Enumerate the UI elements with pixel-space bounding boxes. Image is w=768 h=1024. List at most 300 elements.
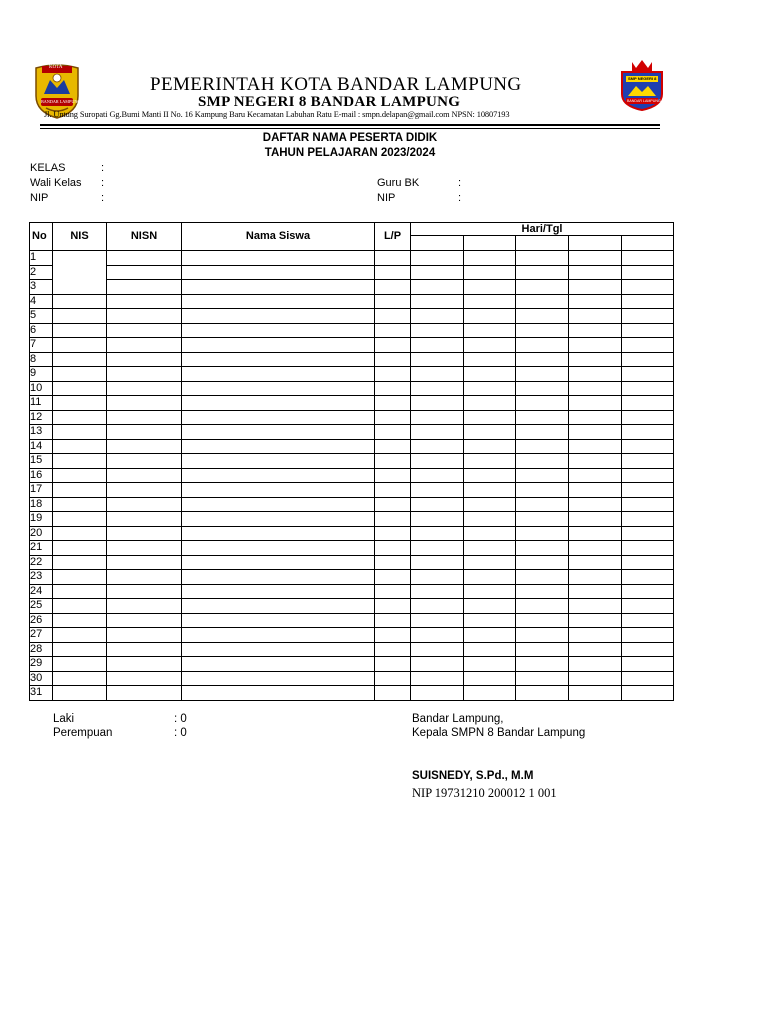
city-logo-bottom-text: BANDAR LAMPUNG <box>41 99 81 104</box>
day-cell[interactable] <box>622 512 674 527</box>
lp-cell[interactable] <box>375 425 411 440</box>
day-cell[interactable] <box>622 439 674 454</box>
nama-cell[interactable] <box>182 410 375 425</box>
day-cell[interactable] <box>569 265 622 280</box>
nis-cell[interactable] <box>53 671 107 686</box>
nisn-cell[interactable] <box>107 323 182 338</box>
day-cell[interactable] <box>622 309 674 324</box>
day-cell[interactable] <box>622 570 674 585</box>
day-cell[interactable] <box>464 686 516 701</box>
nis-cell[interactable] <box>53 497 107 512</box>
lp-cell[interactable] <box>375 468 411 483</box>
day-cell[interactable] <box>516 454 569 469</box>
nisn-cell[interactable] <box>107 265 182 280</box>
nis-cell[interactable] <box>53 584 107 599</box>
lp-cell[interactable] <box>375 628 411 643</box>
day-cell[interactable] <box>516 512 569 527</box>
day-cell[interactable] <box>569 323 622 338</box>
nis-cell[interactable] <box>53 454 107 469</box>
day-cell[interactable] <box>516 541 569 556</box>
day-cell[interactable] <box>622 497 674 512</box>
nisn-cell[interactable] <box>107 309 182 324</box>
nama-cell[interactable] <box>182 396 375 411</box>
day-cell[interactable] <box>569 541 622 556</box>
day-cell[interactable] <box>622 367 674 382</box>
day-cell[interactable] <box>622 628 674 643</box>
day-cell[interactable] <box>464 265 516 280</box>
day-cell[interactable] <box>516 251 569 266</box>
lp-cell[interactable] <box>375 584 411 599</box>
row-number: 29 <box>30 657 53 672</box>
day-cell[interactable] <box>411 338 464 353</box>
header-hari-tgl: Hari/Tgl <box>411 223 674 236</box>
nis-cell[interactable] <box>53 338 107 353</box>
day-cell[interactable] <box>464 410 516 425</box>
day-cell[interactable] <box>411 468 464 483</box>
day-cell[interactable] <box>622 265 674 280</box>
nama-cell[interactable] <box>182 309 375 324</box>
lp-cell[interactable] <box>375 280 411 295</box>
day-cell[interactable] <box>411 555 464 570</box>
day-cell[interactable] <box>516 599 569 614</box>
nisn-cell[interactable] <box>107 294 182 309</box>
nisn-cell[interactable] <box>107 671 182 686</box>
day-cell[interactable] <box>516 555 569 570</box>
nisn-cell[interactable] <box>107 425 182 440</box>
nisn-cell[interactable] <box>107 584 182 599</box>
day-cell[interactable] <box>464 657 516 672</box>
date-cell[interactable] <box>569 236 622 251</box>
row-number: 15 <box>30 454 53 469</box>
day-cell[interactable] <box>569 497 622 512</box>
nis-cell[interactable] <box>53 599 107 614</box>
nisn-cell[interactable] <box>107 555 182 570</box>
nama-cell[interactable] <box>182 570 375 585</box>
day-cell[interactable] <box>464 642 516 657</box>
nis-cell[interactable] <box>53 512 107 527</box>
day-cell[interactable] <box>516 671 569 686</box>
day-cell[interactable] <box>464 280 516 295</box>
wali-kelas-label: Wali Kelas <box>30 177 82 189</box>
day-cell[interactable] <box>622 642 674 657</box>
day-cell[interactable] <box>516 265 569 280</box>
nama-cell[interactable] <box>182 454 375 469</box>
lp-cell[interactable] <box>375 657 411 672</box>
nis-cell[interactable] <box>53 570 107 585</box>
nis-cell[interactable] <box>53 352 107 367</box>
lp-cell[interactable] <box>375 367 411 382</box>
lp-cell[interactable] <box>375 541 411 556</box>
nis-cell[interactable] <box>53 425 107 440</box>
nama-cell[interactable] <box>182 671 375 686</box>
nisn-cell[interactable] <box>107 642 182 657</box>
nisn-cell[interactable] <box>107 613 182 628</box>
day-cell[interactable] <box>622 657 674 672</box>
day-cell[interactable] <box>411 396 464 411</box>
day-cell[interactable] <box>464 425 516 440</box>
lp-cell[interactable] <box>375 265 411 280</box>
day-cell[interactable] <box>411 323 464 338</box>
day-cell[interactable] <box>622 280 674 295</box>
day-cell[interactable] <box>622 686 674 701</box>
day-cell[interactable] <box>622 599 674 614</box>
nama-cell[interactable] <box>182 541 375 556</box>
day-cell[interactable] <box>516 686 569 701</box>
lp-cell[interactable] <box>375 671 411 686</box>
day-cell[interactable] <box>622 396 674 411</box>
nisn-cell[interactable] <box>107 352 182 367</box>
day-cell[interactable] <box>411 599 464 614</box>
day-cell[interactable] <box>464 367 516 382</box>
nisn-cell[interactable] <box>107 367 182 382</box>
day-cell[interactable] <box>622 425 674 440</box>
nisn-cell[interactable] <box>107 396 182 411</box>
header-lp: L/P <box>375 223 411 251</box>
date-cell[interactable] <box>464 236 516 251</box>
day-cell[interactable] <box>569 381 622 396</box>
day-cell[interactable] <box>464 497 516 512</box>
table-row <box>30 671 674 686</box>
day-cell[interactable] <box>411 686 464 701</box>
nisn-cell[interactable] <box>107 628 182 643</box>
nis-cell[interactable] <box>53 309 107 324</box>
day-cell[interactable] <box>411 352 464 367</box>
nama-cell[interactable] <box>182 367 375 382</box>
day-cell[interactable] <box>622 381 674 396</box>
day-cell[interactable] <box>516 613 569 628</box>
day-cell[interactable] <box>516 410 569 425</box>
lp-cell[interactable] <box>375 555 411 570</box>
day-cell[interactable] <box>569 294 622 309</box>
day-cell[interactable] <box>569 512 622 527</box>
day-cell[interactable] <box>464 599 516 614</box>
lp-cell[interactable] <box>375 526 411 541</box>
day-cell[interactable] <box>464 309 516 324</box>
lp-cell[interactable] <box>375 410 411 425</box>
day-cell[interactable] <box>411 280 464 295</box>
day-cell[interactable] <box>569 309 622 324</box>
nama-cell[interactable] <box>182 425 375 440</box>
day-cell[interactable] <box>516 483 569 498</box>
nisn-cell[interactable] <box>107 381 182 396</box>
lp-cell[interactable] <box>375 309 411 324</box>
day-cell[interactable] <box>411 512 464 527</box>
day-cell[interactable] <box>516 425 569 440</box>
lp-cell[interactable] <box>375 323 411 338</box>
day-cell[interactable] <box>569 686 622 701</box>
day-cell[interactable] <box>622 338 674 353</box>
day-cell[interactable] <box>622 352 674 367</box>
day-cell[interactable] <box>569 410 622 425</box>
nis-cell[interactable] <box>53 251 107 295</box>
day-cell[interactable] <box>464 526 516 541</box>
lp-cell[interactable] <box>375 570 411 585</box>
lp-cell[interactable] <box>375 599 411 614</box>
day-cell[interactable] <box>464 468 516 483</box>
day-cell[interactable] <box>411 425 464 440</box>
day-cell[interactable] <box>516 439 569 454</box>
day-cell[interactable] <box>464 251 516 266</box>
row-number: 2 <box>30 265 53 280</box>
day-cell[interactable] <box>411 454 464 469</box>
day-cell[interactable] <box>411 642 464 657</box>
day-cell[interactable] <box>411 483 464 498</box>
day-cell[interactable] <box>622 671 674 686</box>
nisn-cell[interactable] <box>107 686 182 701</box>
day-cell[interactable] <box>411 410 464 425</box>
nama-cell[interactable] <box>182 555 375 570</box>
row-number: 10 <box>30 381 53 396</box>
day-cell[interactable] <box>569 396 622 411</box>
day-cell[interactable] <box>622 541 674 556</box>
day-cell[interactable] <box>569 352 622 367</box>
day-cell[interactable] <box>411 265 464 280</box>
lp-cell[interactable] <box>375 396 411 411</box>
nama-cell[interactable] <box>182 468 375 483</box>
day-cell[interactable] <box>411 294 464 309</box>
nisn-cell[interactable] <box>107 483 182 498</box>
day-cell[interactable] <box>516 280 569 295</box>
day-cell[interactable] <box>569 338 622 353</box>
day-cell[interactable] <box>464 352 516 367</box>
day-cell[interactable] <box>622 410 674 425</box>
lp-cell[interactable] <box>375 483 411 498</box>
day-cell[interactable] <box>464 323 516 338</box>
day-cell[interactable] <box>516 367 569 382</box>
nisn-cell[interactable] <box>107 497 182 512</box>
table-row <box>30 323 674 338</box>
lp-cell[interactable] <box>375 454 411 469</box>
day-cell[interactable] <box>569 367 622 382</box>
nisn-cell[interactable] <box>107 454 182 469</box>
nis-cell[interactable] <box>53 367 107 382</box>
day-cell[interactable] <box>516 628 569 643</box>
day-cell[interactable] <box>516 338 569 353</box>
day-cell[interactable] <box>464 512 516 527</box>
lp-cell[interactable] <box>375 294 411 309</box>
day-cell[interactable] <box>464 570 516 585</box>
day-cell[interactable] <box>516 396 569 411</box>
nis-cell[interactable] <box>53 613 107 628</box>
nama-cell[interactable] <box>182 613 375 628</box>
day-cell[interactable] <box>569 671 622 686</box>
nis-cell[interactable] <box>53 541 107 556</box>
nis-cell[interactable] <box>53 657 107 672</box>
day-cell[interactable] <box>569 251 622 266</box>
day-cell[interactable] <box>569 439 622 454</box>
nis-cell[interactable] <box>53 628 107 643</box>
day-cell[interactable] <box>569 613 622 628</box>
day-cell[interactable] <box>516 642 569 657</box>
nis-cell[interactable] <box>53 686 107 701</box>
day-cell[interactable] <box>464 613 516 628</box>
day-cell[interactable] <box>622 613 674 628</box>
day-cell[interactable] <box>622 251 674 266</box>
day-cell[interactable] <box>411 671 464 686</box>
signature-name: SUISNEDY, S.Pd., M.M <box>412 770 534 782</box>
nisn-cell[interactable] <box>107 468 182 483</box>
nama-cell[interactable] <box>182 265 375 280</box>
lp-cell[interactable] <box>375 439 411 454</box>
day-cell[interactable] <box>464 439 516 454</box>
nama-cell[interactable] <box>182 381 375 396</box>
nisn-cell[interactable] <box>107 599 182 614</box>
lp-cell[interactable] <box>375 497 411 512</box>
day-cell[interactable] <box>411 526 464 541</box>
nama-cell[interactable] <box>182 352 375 367</box>
day-cell[interactable] <box>516 526 569 541</box>
nama-cell[interactable] <box>182 338 375 353</box>
day-cell[interactable] <box>516 294 569 309</box>
day-cell[interactable] <box>569 628 622 643</box>
nisn-cell[interactable] <box>107 512 182 527</box>
nama-cell[interactable] <box>182 526 375 541</box>
day-cell[interactable] <box>464 396 516 411</box>
day-cell[interactable] <box>516 468 569 483</box>
table-row <box>30 468 674 483</box>
day-cell[interactable] <box>464 555 516 570</box>
nisn-cell[interactable] <box>107 280 182 295</box>
day-cell[interactable] <box>569 555 622 570</box>
day-cell[interactable] <box>411 439 464 454</box>
day-cell[interactable] <box>569 483 622 498</box>
day-cell[interactable] <box>622 323 674 338</box>
nama-cell[interactable] <box>182 497 375 512</box>
day-cell[interactable] <box>411 657 464 672</box>
day-cell[interactable] <box>464 294 516 309</box>
day-cell[interactable] <box>569 657 622 672</box>
day-cell[interactable] <box>464 483 516 498</box>
nisn-cell[interactable] <box>107 439 182 454</box>
nisn-cell[interactable] <box>107 526 182 541</box>
day-cell[interactable] <box>516 570 569 585</box>
nis-cell[interactable] <box>53 381 107 396</box>
day-cell[interactable] <box>464 338 516 353</box>
day-cell[interactable] <box>411 251 464 266</box>
day-cell[interactable] <box>464 671 516 686</box>
nama-cell[interactable] <box>182 323 375 338</box>
day-cell[interactable] <box>411 381 464 396</box>
day-cell[interactable] <box>464 454 516 469</box>
nis-cell[interactable] <box>53 526 107 541</box>
nis-cell[interactable] <box>53 410 107 425</box>
day-cell[interactable] <box>569 425 622 440</box>
nama-cell[interactable] <box>182 642 375 657</box>
day-cell[interactable] <box>411 613 464 628</box>
nama-cell[interactable] <box>182 512 375 527</box>
day-cell[interactable] <box>569 280 622 295</box>
nis-cell[interactable] <box>53 323 107 338</box>
lp-cell[interactable] <box>375 381 411 396</box>
nisn-cell[interactable] <box>107 570 182 585</box>
day-cell[interactable] <box>411 367 464 382</box>
nama-cell[interactable] <box>182 657 375 672</box>
day-cell[interactable] <box>622 294 674 309</box>
nama-cell[interactable] <box>182 584 375 599</box>
day-cell[interactable] <box>411 570 464 585</box>
day-cell[interactable] <box>569 454 622 469</box>
lp-cell[interactable] <box>375 613 411 628</box>
nama-cell[interactable] <box>182 280 375 295</box>
day-cell[interactable] <box>411 541 464 556</box>
table-row <box>30 512 674 527</box>
day-cell[interactable] <box>411 497 464 512</box>
row-number: 24 <box>30 584 53 599</box>
nisn-cell[interactable] <box>107 251 182 266</box>
nisn-cell[interactable] <box>107 657 182 672</box>
day-cell[interactable] <box>569 468 622 483</box>
day-cell[interactable] <box>516 323 569 338</box>
nis-cell[interactable] <box>53 396 107 411</box>
nis-cell[interactable] <box>53 439 107 454</box>
table-row <box>30 613 674 628</box>
date-cell[interactable] <box>622 236 674 251</box>
day-cell[interactable] <box>516 352 569 367</box>
nis-cell[interactable] <box>53 483 107 498</box>
table-row <box>30 294 674 309</box>
day-cell[interactable] <box>622 454 674 469</box>
date-cell[interactable] <box>411 236 464 251</box>
nisn-cell[interactable] <box>107 541 182 556</box>
row-number: 16 <box>30 468 53 483</box>
date-cell[interactable] <box>516 236 569 251</box>
row-number: 30 <box>30 671 53 686</box>
day-cell[interactable] <box>569 642 622 657</box>
day-cell[interactable] <box>622 584 674 599</box>
day-cell[interactable] <box>516 584 569 599</box>
nama-cell[interactable] <box>182 628 375 643</box>
day-cell[interactable] <box>411 628 464 643</box>
day-cell[interactable] <box>622 483 674 498</box>
nama-cell[interactable] <box>182 599 375 614</box>
day-cell[interactable] <box>516 657 569 672</box>
day-cell[interactable] <box>569 599 622 614</box>
lp-cell[interactable] <box>375 251 411 266</box>
nama-cell[interactable] <box>182 294 375 309</box>
nama-cell[interactable] <box>182 483 375 498</box>
day-cell[interactable] <box>622 468 674 483</box>
nis-cell[interactable] <box>53 468 107 483</box>
lp-cell[interactable] <box>375 642 411 657</box>
lp-cell[interactable] <box>375 686 411 701</box>
nama-cell[interactable] <box>182 686 375 701</box>
day-cell[interactable] <box>411 584 464 599</box>
day-cell[interactable] <box>464 628 516 643</box>
day-cell[interactable] <box>569 584 622 599</box>
lp-cell[interactable] <box>375 352 411 367</box>
nis-cell[interactable] <box>53 294 107 309</box>
lp-cell[interactable] <box>375 512 411 527</box>
day-cell[interactable] <box>411 309 464 324</box>
day-cell[interactable] <box>464 541 516 556</box>
nis-cell[interactable] <box>53 555 107 570</box>
nama-cell[interactable] <box>182 439 375 454</box>
lp-cell[interactable] <box>375 338 411 353</box>
day-cell[interactable] <box>516 309 569 324</box>
day-cell[interactable] <box>516 497 569 512</box>
day-cell[interactable] <box>622 555 674 570</box>
day-cell[interactable] <box>622 526 674 541</box>
day-cell[interactable] <box>569 526 622 541</box>
nisn-cell[interactable] <box>107 410 182 425</box>
day-cell[interactable] <box>464 381 516 396</box>
day-cell[interactable] <box>569 570 622 585</box>
day-cell[interactable] <box>464 584 516 599</box>
nama-cell[interactable] <box>182 251 375 266</box>
nis-cell[interactable] <box>53 642 107 657</box>
day-cell[interactable] <box>516 381 569 396</box>
nisn-cell[interactable] <box>107 338 182 353</box>
